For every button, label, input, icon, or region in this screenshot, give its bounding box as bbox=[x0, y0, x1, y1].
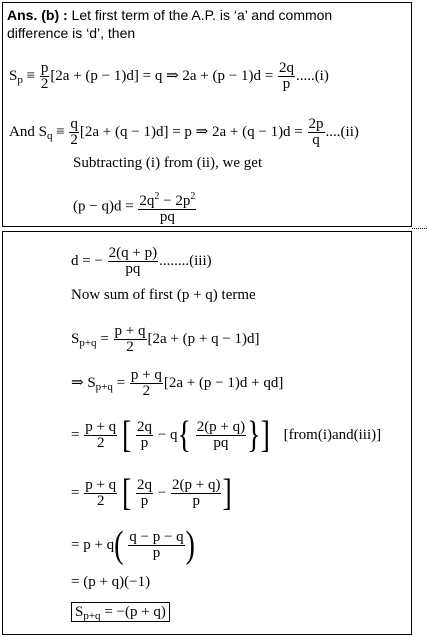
equation-1: $S_p$ ≡ $\frac{p}{2}$ [2a + (p − 1)d] = q ⇒ 2a + (p − 1)d = $\frac{2q}{p}$ .....(i) bbox=[9, 60, 329, 92]
answer-label: Ans. (b) : bbox=[7, 7, 68, 23]
eq1-rhs-frac: $\frac{2q}{p}$ bbox=[278, 60, 294, 92]
equation-d: d = − $\frac{2(q + p)}{pq}$ ........(iii) bbox=[71, 245, 212, 277]
equation-s2: ⇒ $S_{p+q}$ = $\frac{p + q}{2}$ [2a + (p − 1)d + qd] bbox=[71, 367, 284, 399]
equation-2: And $S_q$ ≡ $\frac{q}{2}$ [2a + (q − 1)d] = p ⇒ 2a + (q − 1)d = $\frac{2p}{q}$ ....(ii) bbox=[9, 116, 359, 148]
final-answer bbox=[71, 604, 170, 624]
solution-panel-top bbox=[2, 2, 412, 227]
equation-s1: $S_{p+q}$ = $\frac{p + q}{2}$ [2a + (p + q − 1)d] bbox=[71, 323, 260, 355]
eq2-frac: $\frac{q}{2}$ bbox=[70, 116, 78, 148]
intro-text-1: Let first term of the A.P. is ‘a’ and common bbox=[67, 7, 333, 23]
equation-3: (p − q)d = $\frac{2q^2 - 2p^2}{pq}$ bbox=[73, 191, 196, 225]
eq2-rhs-frac: $\frac{2p}{q}$ bbox=[308, 116, 324, 148]
solution-panel-bottom bbox=[2, 231, 412, 635]
eq1-frac: $\frac{p}{2}$ bbox=[40, 60, 49, 92]
sum-text: Now sum of first (p + q) terme bbox=[71, 287, 256, 303]
equation-s3: = $\frac{p + q}{2}$ [ $\frac{2q}{p}$ − q{ $\frac{2(p + q)}{pq}$ }] [from(i)and(iii)] bbox=[71, 413, 382, 456]
dotted-separator bbox=[412, 228, 427, 229]
reference-note: [from(i)and(iii)] bbox=[283, 426, 382, 443]
final-answer-box: $S_{p+q} = -(p + q)$ bbox=[71, 602, 170, 622]
equation-s4: = $\frac{p + q}{2}$ [ $\frac{2q}{p}$ − $\frac{2(p + q)}{p}$ ] bbox=[71, 471, 232, 514]
equation-s5: = p + q( $\frac{q - p - q}{p}$ ) bbox=[71, 523, 195, 566]
subtract-text: Subtracting (i) from (ii), we get bbox=[73, 155, 263, 171]
equation-s6: = (p + q)(−1) bbox=[71, 574, 151, 590]
intro-line-1 bbox=[7, 7, 332, 23]
d-frac: $\frac{2(q + p)}{pq}$ bbox=[108, 245, 158, 277]
eq3-frac: $\frac{2q^2 - 2p^2}{pq}$ bbox=[139, 191, 196, 225]
intro-line-2: difference is ‘d’, then bbox=[7, 25, 136, 41]
